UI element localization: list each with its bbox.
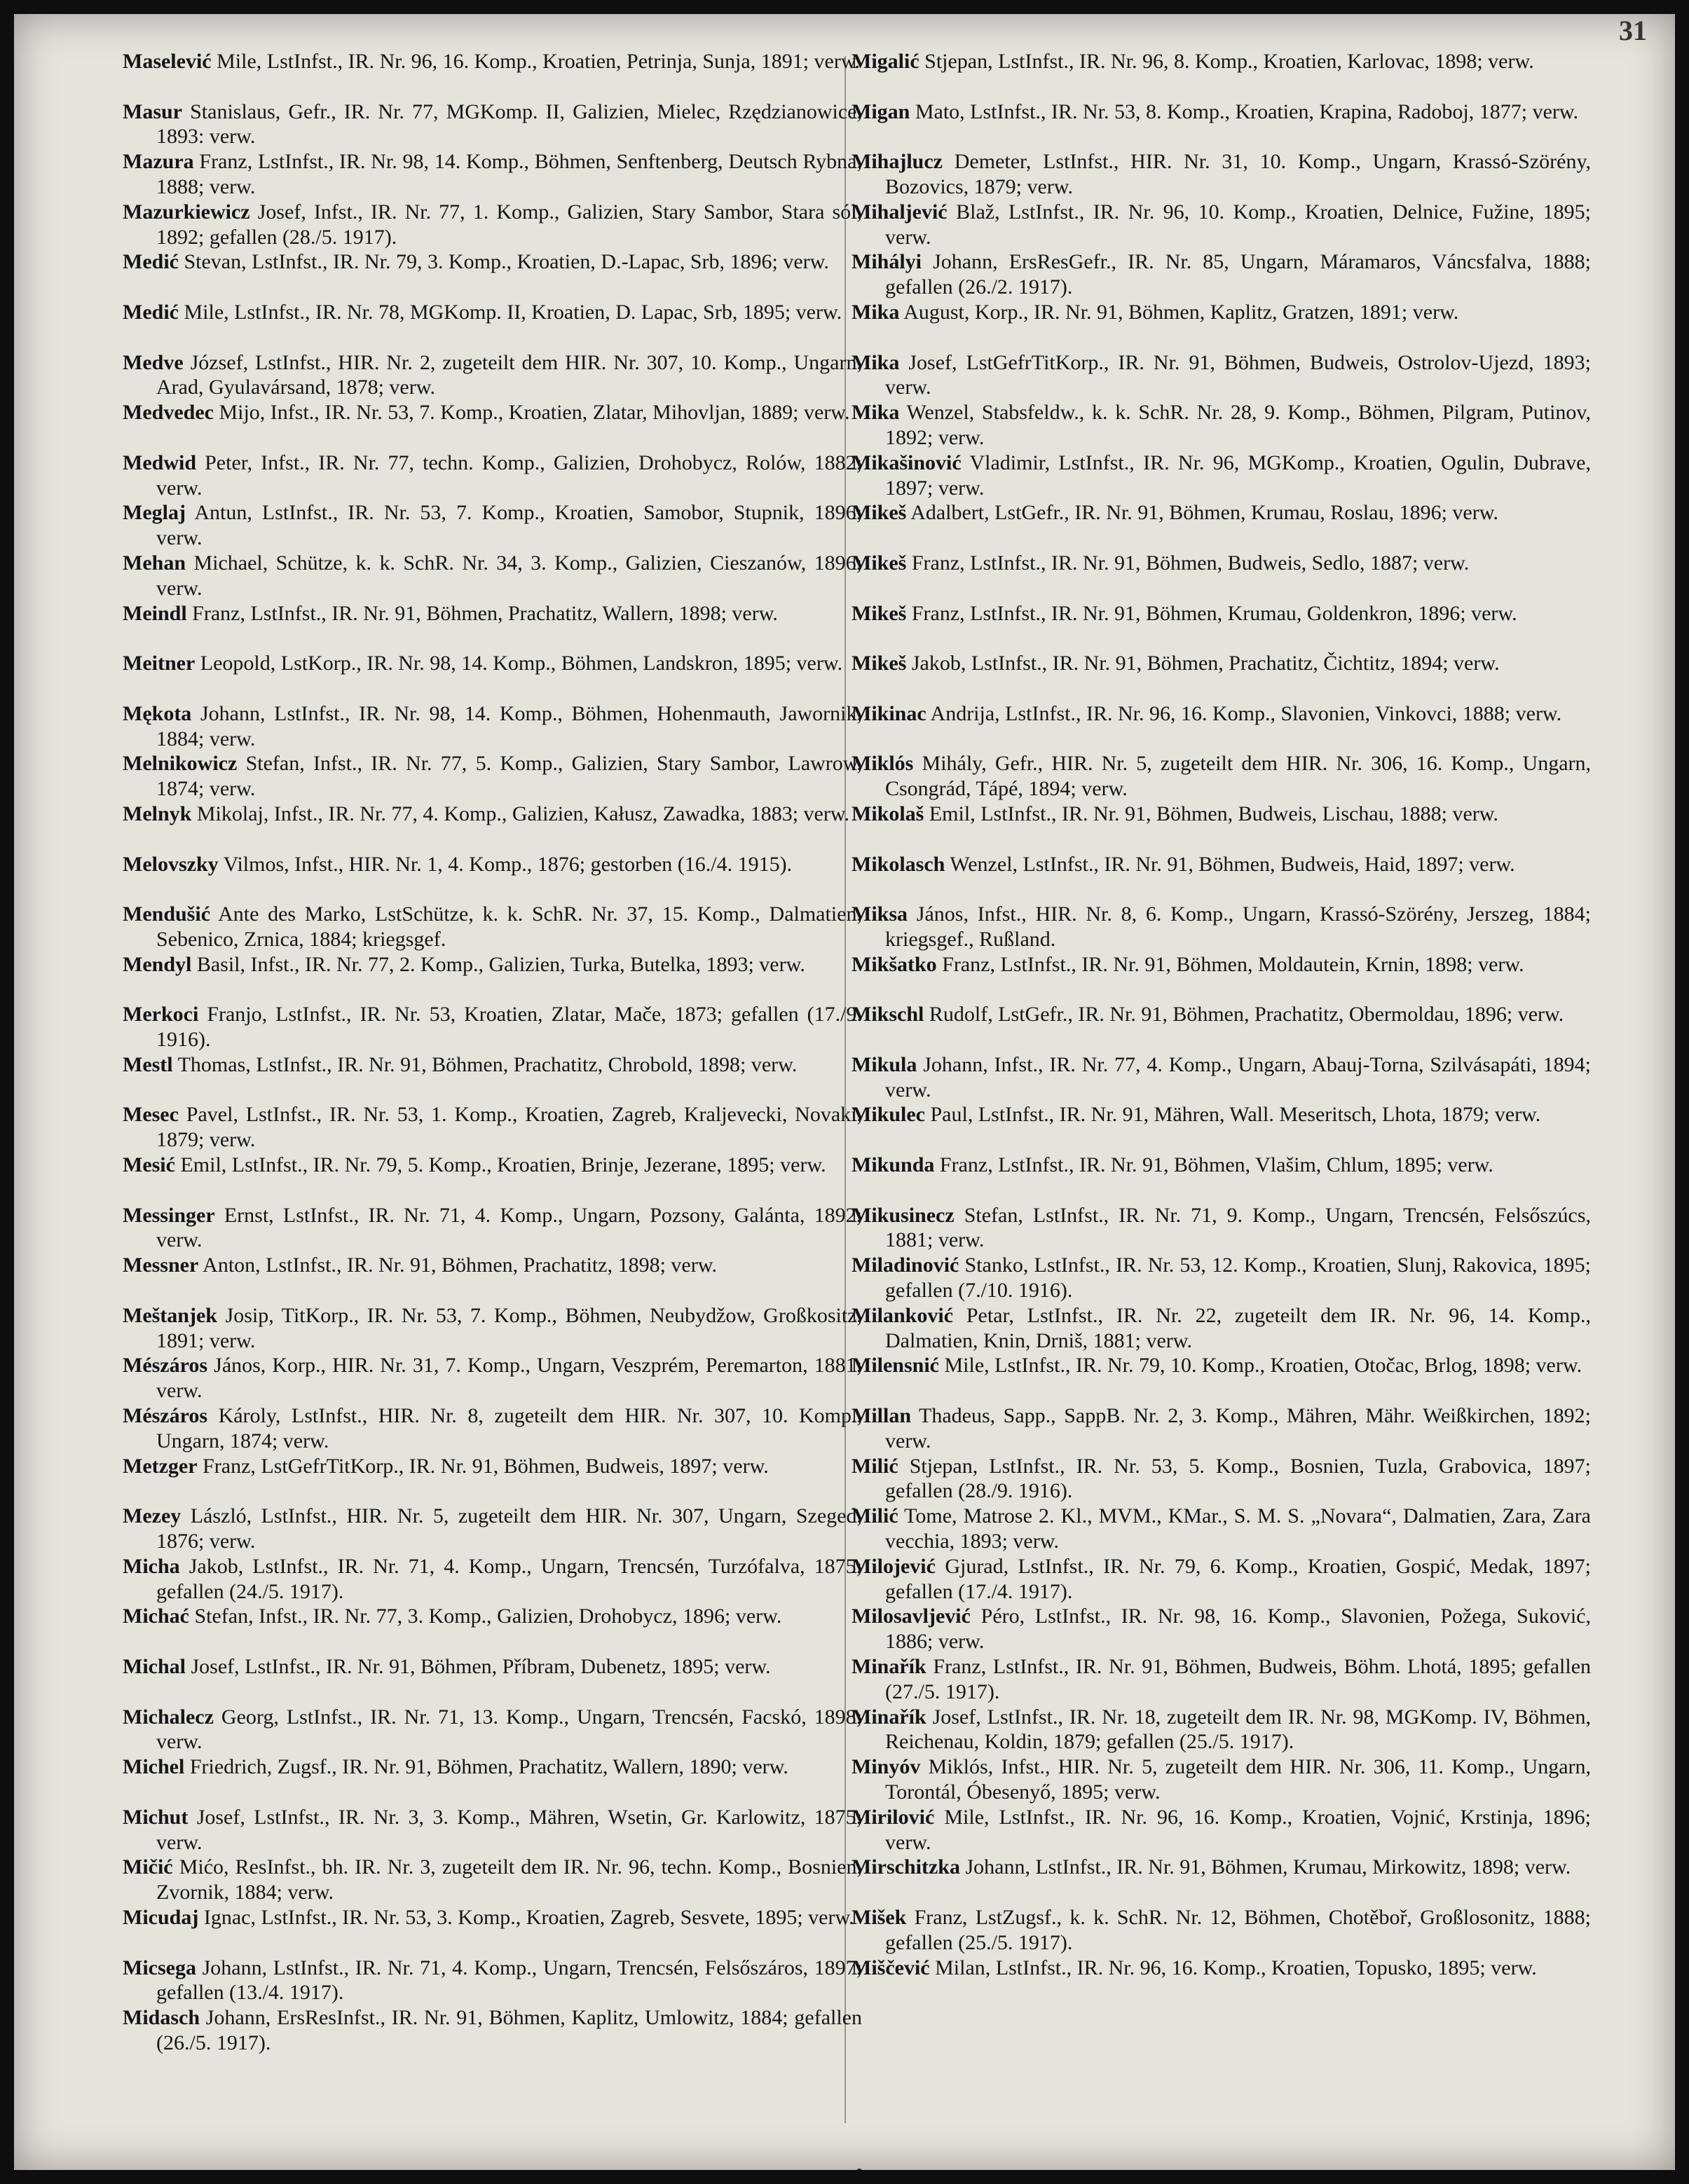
register-entry <box>123 1153 862 1203</box>
entry-details: Josef, LstGefrTitKorp., IR. Nr. 91, Böhmen, Budweis, Ostrolov-Ujezd, 1893; verw. <box>885 350 1591 399</box>
entry-surname: Mirilović <box>852 1805 935 1829</box>
register-entry <box>852 751 1591 802</box>
entry-details: Johann, LstInfst., IR. Nr. 98, 14. Komp., Böhmen, Hohenmauth, Jawornik, 1884; verw. <box>156 701 862 750</box>
register-entry <box>852 1504 1591 1554</box>
entry-details: Georg, LstInfst., IR. Nr. 71, 13. Komp., Ungarn, Trencsén, Facskó, 1898; verw. <box>156 1705 862 1754</box>
register-entry <box>852 350 1591 401</box>
register-entry <box>123 1905 862 1956</box>
entry-details: Ignac, LstInfst., IR. Nr. 53, 3. Komp., Kroatien, Zagreb, Sesvete, 1895; verw. <box>203 1905 854 1929</box>
entry-surname: Medwid <box>123 451 196 474</box>
entry-surname: Miklós <box>852 752 914 776</box>
entry-surname: Mazura <box>123 150 194 174</box>
entry-surname: Miščević <box>852 1956 930 1979</box>
register-entry <box>123 99 862 150</box>
entry-details: Miklós, Infst., HIR. Nr. 5, zugeteilt dem HIR. Nr. 306, 11. Komp., Ungarn, Torontál, Óbesenyő, 1895; verw. <box>885 1755 1591 1804</box>
register-entry <box>852 1353 1591 1403</box>
entry-surname: Mezey <box>123 1504 182 1528</box>
register-entry <box>852 1805 1591 1855</box>
entry-details: Jakob, LstInfst., IR. Nr. 91, Böhmen, Prachatitz, Čichtitz, 1894; verw. <box>911 652 1500 675</box>
entry-surname: Mičić <box>123 1855 173 1879</box>
register-entry <box>852 601 1591 652</box>
entry-details: Emil, LstInfst., IR. Nr. 91, Böhmen, Budweis, Lischau, 1888; verw. <box>929 802 1498 825</box>
register-entry <box>852 1102 1591 1153</box>
entry-details: Thadeus, Sapp., SappB. Nr. 2, 3. Komp., Mähren, Mähr. Weißkirchen, 1892; verw. <box>885 1404 1591 1452</box>
entry-details: Thomas, LstInfst., IR. Nr. 91, Böhmen, Prachatitz, Chrobold, 1898; verw. <box>177 1052 798 1076</box>
entry-surname: Medić <box>123 300 179 324</box>
entry-surname: Mika <box>852 350 900 374</box>
entry-surname: Mikeš <box>852 652 907 675</box>
entry-surname: Meindl <box>123 601 187 625</box>
register-entry <box>123 1253 862 1303</box>
register-entry <box>123 451 862 501</box>
entry-surname: Minařík <box>852 1705 926 1729</box>
entry-surname: Milojević <box>852 1554 936 1578</box>
page-number: 31 <box>1619 15 1647 46</box>
entry-details: Milan, LstInfst., IR. Nr. 96, 16. Komp., Kroatien, Topusko, 1895; verw. <box>935 1956 1537 1979</box>
entry-surname: Mendušić <box>123 902 211 926</box>
entry-surname: Mikeš <box>852 601 907 625</box>
entry-surname: Mišek <box>852 1905 907 1929</box>
entry-surname: Micsega <box>123 1956 196 1979</box>
register-entry <box>852 500 1591 551</box>
entry-details: Vilmos, Infst., HIR. Nr. 1, 4. Komp., 1876; gestorben (16./4. 1915). <box>223 852 793 876</box>
register-entry <box>123 852 862 902</box>
entry-details: Franz, LstInfst., IR. Nr. 91, Böhmen, Budweis, Sedlo, 1887; verw. <box>911 551 1470 575</box>
register-entry <box>123 1403 862 1454</box>
register-entry <box>852 99 1591 150</box>
register-entry <box>123 1203 862 1254</box>
entry-surname: Mestl <box>123 1052 173 1076</box>
entry-surname: Medvedec <box>123 401 214 425</box>
entry-surname: Milanković <box>852 1303 954 1327</box>
register-entry <box>852 200 1591 250</box>
register-entry <box>123 300 862 350</box>
entry-details: Emil, LstInfst., IR. Nr. 79, 5. Komp., Kroatien, Brinje, Jezerane, 1895; verw. <box>180 1153 826 1177</box>
entry-details: Wenzel, LstInfst., IR. Nr. 91, Böhmen, Budweis, Haid, 1897; verw. <box>950 852 1515 876</box>
entry-details: Franz, LstInfst., IR. Nr. 98, 14. Komp., Böhmen, Senftenberg, Deutsch Rybna, 1888; verw. <box>156 150 862 198</box>
entry-details: Stjepan, LstInfst., IR. Nr. 53, 5. Komp., Bosnien, Tuzla, Grabovica, 1897; gefallen (28./9. 1916). <box>885 1454 1591 1503</box>
entry-details: Andrija, LstInfst., IR. Nr. 96, 16. Komp., Slavonien, Vinkovci, 1888; verw. <box>930 701 1562 725</box>
entry-details: László, LstInfst., HIR. Nr. 5, zugeteilt dem HIR. Nr. 307, Ungarn, Szeged, 1876; verw. <box>156 1504 862 1553</box>
entry-surname: Mazurkiewicz <box>123 200 250 224</box>
entry-surname: Michel <box>123 1755 185 1779</box>
entry-surname: Mika <box>852 401 900 425</box>
entry-details: Franz, LstInfst., IR. Nr. 91, Böhmen, Prachatitz, Wallern, 1898; verw. <box>192 601 778 625</box>
register-entry <box>852 49 1591 99</box>
entry-surname: Mikunda <box>852 1153 935 1177</box>
entry-details: Jakob, LstInfst., IR. Nr. 71, 4. Komp., Ungarn, Trencsén, Turzófalva, 1875; gefallen (24./5. 1917). <box>156 1554 862 1603</box>
entry-details: Stanko, LstInfst., IR. Nr. 53, 12. Komp., Kroatien, Slunj, Rakovica, 1895; gefallen (7./10. 1916). <box>885 1254 1591 1303</box>
entry-details: Mićo, ResInfst., bh. IR. Nr. 3, zugeteilt dem IR. Nr. 96, techn. Komp., Bosnien, Zvornik, 1884; verw. <box>156 1855 862 1904</box>
entry-details: Basil, Infst., IR. Nr. 77, 2. Komp., Galizien, Turka, Butelka, 1893; verw. <box>196 952 805 976</box>
entry-surname: Mikula <box>852 1052 917 1076</box>
entry-surname: Mikeš <box>852 501 907 525</box>
entry-surname: Mękota <box>123 701 192 725</box>
register-entry <box>123 1855 862 1905</box>
entry-details: Franz, LstGefrTitKorp., IR. Nr. 91, Böhmen, Budweis, 1897; verw. <box>203 1454 769 1478</box>
entry-surname: Mehan <box>123 551 186 575</box>
entry-details: Stefan, LstInfst., IR. Nr. 71, 9. Komp., Ungarn, Trencsén, Felsőszúcs, 1881; verw. <box>885 1203 1591 1252</box>
register-entry <box>852 1403 1591 1454</box>
register-entry <box>123 1654 862 1705</box>
entry-surname: Michać <box>123 1605 189 1628</box>
entry-details: Josef, LstInfst., IR. Nr. 91, Böhmen, Příbram, Dubenetz, 1895; verw. <box>191 1655 771 1678</box>
entry-details: Rudolf, LstGefr., IR. Nr. 91, Böhmen, Prachatitz, Obermoldau, 1896; verw. <box>929 1003 1564 1026</box>
entry-details: Mile, LstInfst., IR. Nr. 96, 16. Komp., Kroatien, Petrinja, Sunja, 1891; verw. <box>217 50 861 73</box>
entry-details: Friedrich, Zugsf., IR. Nr. 91, Böhmen, Prachatitz, Wallern, 1890; verw. <box>189 1755 788 1779</box>
entry-details: Mato, LstInfst., IR. Nr. 53, 8. Komp., Kroatien, Krapina, Radoboj, 1877; verw. <box>915 99 1579 123</box>
register-entry <box>123 1554 862 1605</box>
entry-details: Gjurad, LstInfst., IR. Nr. 79, 6. Komp., Kroatien, Gospić, Medak, 1897; gefallen (17./4. 1917). <box>885 1554 1591 1603</box>
register-entry <box>852 149 1591 200</box>
register-entry <box>852 1705 1591 1755</box>
entry-details: Leopold, LstKorp., IR. Nr. 98, 14. Komp., Böhmen, Landskron, 1895; verw. <box>200 652 843 675</box>
entry-surname: Milić <box>852 1454 898 1478</box>
register-entry <box>852 902 1591 952</box>
register-entry <box>852 451 1591 501</box>
entry-surname: Melnyk <box>123 802 192 825</box>
entry-details: Petar, LstInfst., IR. Nr. 22, zugeteilt dem IR. Nr. 96, 14. Komp., Dalmatien, Knin, Drniš, 1881; verw. <box>885 1303 1591 1352</box>
register-entry <box>852 551 1591 601</box>
register-entry <box>852 1052 1591 1103</box>
entry-details: Johann, LstInfst., IR. Nr. 91, Böhmen, Krumau, Mirkowitz, 1898; verw. <box>965 1855 1571 1879</box>
register-entry <box>123 1353 862 1403</box>
entry-details: Josef, LstInfst., IR. Nr. 18, zugeteilt dem IR. Nr. 98, MGKomp. IV, Böhmen, Reichenau, Koldin, 1879; gefallen (25./5. 1917). <box>885 1705 1591 1754</box>
entry-details: Franz, LstInfst., IR. Nr. 91, Böhmen, Vlašim, Chlum, 1895; verw. <box>939 1153 1493 1177</box>
register-entry <box>123 601 862 652</box>
entry-surname: Mikšatko <box>852 952 937 976</box>
register-entry <box>852 1855 1591 1905</box>
right-column <box>852 49 1591 2005</box>
register-entry <box>852 1956 1591 2006</box>
entry-details: Michael, Schütze, k. k. SchR. Nr. 34, 3. Komp., Galizien, Cieszanów, 1896; verw. <box>156 551 862 600</box>
register-entry <box>123 249 862 300</box>
entry-details: Péro, LstInfst., IR. Nr. 98, 16. Komp., Slavonien, Požega, Suković, 1886; verw. <box>885 1605 1591 1654</box>
entry-surname: Millan <box>852 1404 912 1428</box>
register-entry <box>123 1705 862 1755</box>
entry-surname: Mesec <box>123 1103 179 1127</box>
entry-details: Vladimir, LstInfst., IR. Nr. 96, MGKomp., Kroatien, Ogulin, Dubrave, 1897; verw. <box>885 451 1591 500</box>
entry-details: Franjo, LstInfst., IR. Nr. 53, Kroatien, Zlatar, Mače, 1873; gefallen (17./9. 1916). <box>156 1003 862 1052</box>
entry-surname: Mesić <box>123 1153 175 1177</box>
entry-surname: Medve <box>123 350 184 374</box>
register-entry <box>852 852 1591 902</box>
register-entry <box>123 1754 862 1805</box>
entry-surname: Mikusinecz <box>852 1203 955 1227</box>
register-entry <box>852 300 1591 350</box>
entry-details: Wenzel, Stabsfeldw., k. k. SchR. Nr. 28, 9. Komp., Böhmen, Pilgram, Putinov, 1892; verw. <box>885 401 1591 449</box>
entry-surname: Meštanjek <box>123 1303 217 1327</box>
register-entry <box>123 651 862 701</box>
register-entry <box>123 551 862 601</box>
register-entry <box>123 149 862 200</box>
entry-details: Peter, Infst., IR. Nr. 77, techn. Komp., Galizien, Drohobycz, Rolów, 1882; verw. <box>156 451 862 500</box>
register-entry <box>123 802 862 852</box>
entry-surname: Mendyl <box>123 952 192 976</box>
entry-details: Stefan, Infst., IR. Nr. 77, 5. Komp., Galizien, Stary Sambor, Lawrow, 1874; verw. <box>156 752 862 801</box>
register-entry <box>852 701 1591 752</box>
register-entry <box>123 350 862 401</box>
entry-details: Johann, ErsResGefr., IR. Nr. 85, Ungarn, Máramaros, Váncsfalva, 1888; gefallen (26./2. 1917). <box>885 250 1591 299</box>
register-entry <box>123 1102 862 1153</box>
register-entry <box>123 751 862 802</box>
entry-details: Franz, LstZugsf., k. k. SchR. Nr. 12, Böhmen, Chotěboř, Großlosonitz, 1888; gefallen (25./5. 1917). <box>885 1905 1591 1954</box>
register-entry <box>123 2005 862 2056</box>
register-entry <box>852 802 1591 852</box>
entry-details: Mile, LstInfst., IR. Nr. 96, 16. Komp., Kroatien, Vojnić, Krstinja, 1896; verw. <box>885 1805 1591 1854</box>
entry-details: Mile, LstInfst., IR. Nr. 79, 10. Komp., Kroatien, Otočac, Brlog, 1898; verw. <box>944 1354 1582 1378</box>
entry-details: Ernst, LstInfst., IR. Nr. 71, 4. Komp., Ungarn, Pozsony, Galánta, 1892; verw. <box>156 1203 862 1252</box>
register-entry <box>852 1153 1591 1203</box>
register-entry <box>852 1654 1591 1705</box>
register-entry <box>852 1905 1591 1956</box>
entry-surname: Mikulec <box>852 1103 925 1127</box>
register-entry <box>123 500 862 551</box>
entry-surname: Mészáros <box>123 1404 208 1428</box>
entry-surname: Midasch <box>123 2006 200 2030</box>
register-entry <box>123 902 862 952</box>
entry-surname: Melnikowicz <box>123 752 238 776</box>
register-entry <box>852 1002 1591 1052</box>
entry-surname: Masur <box>123 99 182 123</box>
entry-details: Blaž, LstInfst., IR. Nr. 96, 10. Komp., Kroatien, Delnice, Fužine, 1895; verw. <box>885 200 1591 249</box>
register-entry <box>852 1454 1591 1504</box>
entry-details: Stjepan, LstInfst., IR. Nr. 96, 8. Komp., Kroatien, Karlovac, 1898; verw. <box>924 50 1534 73</box>
entry-surname: Michalecz <box>123 1705 214 1729</box>
register-entry <box>852 249 1591 300</box>
entry-details: Ante des Marko, LstSchütze, k. k. SchR. Nr. 37, 15. Komp., Dalmatien, Sebenico, Zrnica, 1884; kriegsgef. <box>156 902 862 951</box>
register-entry <box>852 651 1591 701</box>
entry-surname: Migalić <box>852 50 919 73</box>
register-entry <box>852 1303 1591 1354</box>
entry-details: Mihály, Gefr., HIR. Nr. 5, zugeteilt dem HIR. Nr. 306, 16. Komp., Ungarn, Csongrád, Tápé, 1894; verw. <box>885 752 1591 801</box>
register-entry <box>852 1554 1591 1605</box>
register-entry <box>123 701 862 752</box>
entry-surname: Minyóv <box>852 1755 921 1779</box>
entry-details: Mijo, Infst., IR. Nr. 53, 7. Komp., Kroatien, Zlatar, Mihovljan, 1889; verw. <box>219 401 850 425</box>
entry-details: Demeter, LstInfst., HIR. Nr. 31, 10. Komp., Ungarn, Krassó-Szörény, Bozovics, 1879; verw. <box>885 150 1591 198</box>
entry-surname: Mészáros <box>123 1354 208 1378</box>
register-entry <box>123 1956 862 2006</box>
ink-dot <box>856 2169 862 2170</box>
entry-surname: Michut <box>123 1805 189 1829</box>
entry-surname: Mika <box>852 300 900 324</box>
entry-details: Stanislaus, Gefr., IR. Nr. 77, MGKomp. II, Galizien, Mielec, Rzędzianowice, 1893: verw. <box>156 99 862 149</box>
register-entry <box>123 200 862 250</box>
entry-surname: Messner <box>123 1254 199 1277</box>
entry-surname: Metzger <box>123 1454 198 1478</box>
entry-surname: Messinger <box>123 1203 215 1227</box>
register-entry <box>123 1454 862 1504</box>
register-entry <box>123 1604 862 1654</box>
left-column <box>123 49 862 2056</box>
entry-details: Johann, Infst., IR. Nr. 77, 4. Komp., Ungarn, Abauj-Torna, Szilvásapáti, 1894; verw. <box>885 1052 1591 1101</box>
register-entry <box>852 1253 1591 1303</box>
entry-surname: Mikinac <box>852 701 926 725</box>
register-entry <box>123 1504 862 1554</box>
entry-details: Adalbert, LstGefr., IR. Nr. 91, Böhmen, Krumau, Roslau, 1896; verw. <box>910 501 1498 525</box>
entry-details: Franz, LstInfst., IR. Nr. 91, Böhmen, Krumau, Goldenkron, 1896; verw. <box>911 601 1517 625</box>
entry-surname: Meitner <box>123 652 196 675</box>
register-entry <box>123 49 862 99</box>
entry-surname: Micudaj <box>123 1905 199 1929</box>
entry-details: József, LstInfst., HIR. Nr. 2, zugeteilt dem HIR. Nr. 307, 10. Komp., Ungarn, Arad, Gyulavársand, 1878; verw. <box>156 350 862 399</box>
entry-surname: Medić <box>123 250 179 274</box>
entry-surname: Mikolasch <box>852 852 945 876</box>
entry-surname: Mihályi <box>852 250 922 274</box>
entry-details: Stevan, LstInfst., IR. Nr. 79, 3. Komp., Kroatien, D.-Lapac, Srb, 1896; verw. <box>184 250 829 274</box>
entry-surname: Miladinović <box>852 1254 959 1277</box>
entry-surname: Milić <box>852 1504 898 1528</box>
entry-details: Josip, TitKorp., IR. Nr. 53, 7. Komp., Böhmen, Neubydžow, Großkositz, 1891; verw. <box>156 1303 862 1352</box>
entry-surname: Mihaljević <box>852 200 948 224</box>
entry-details: Pavel, LstInfst., IR. Nr. 53, 1. Komp., Kroatien, Zagreb, Kraljevecki, Novaki, 1879; verw. <box>156 1103 862 1152</box>
register-entry <box>852 1604 1591 1654</box>
entry-surname: Mikeš <box>852 551 907 575</box>
register-entry <box>123 1002 862 1052</box>
entry-details: Johann, ErsResInfst., IR. Nr. 91, Böhmen, Kaplitz, Umlowitz, 1884; gefallen (26./5. 1917). <box>156 2006 862 2054</box>
entry-details: Josef, Infst., IR. Nr. 77, 1. Komp., Galizien, Stary Sambor, Stara sól, 1892; gefallen (28./5. 1917). <box>156 200 862 249</box>
register-entry <box>123 400 862 451</box>
entry-surname: Milosavljević <box>852 1605 971 1628</box>
entry-surname: Mikschl <box>852 1003 924 1026</box>
entry-details: Stefan, Infst., IR. Nr. 77, 3. Komp., Galizien, Drohobycz, 1896; verw. <box>194 1605 782 1628</box>
entry-details: János, Korp., HIR. Nr. 31, 7. Komp., Ungarn, Veszprém, Peremarton, 1881; verw. <box>156 1354 862 1403</box>
entry-details: Josef, LstInfst., IR. Nr. 3, 3. Komp., Mähren, Wsetin, Gr. Karlowitz, 1875; verw. <box>156 1805 862 1854</box>
entry-details: Franz, LstInfst., IR. Nr. 91, Böhmen, Moldautein, Krnin, 1898; verw. <box>942 952 1524 976</box>
entry-details: Paul, LstInfst., IR. Nr. 91, Mähren, Wall. Meseritsch, Lhota, 1879; verw. <box>930 1103 1541 1127</box>
entry-surname: Meglaj <box>123 501 186 525</box>
register-entry <box>123 1303 862 1354</box>
entry-details: Károly, LstInfst., HIR. Nr. 8, zugeteilt dem HIR. Nr. 307, 10. Komp., Ungarn, 1874; verw. <box>156 1404 862 1452</box>
register-entry <box>852 400 1591 451</box>
document-page <box>14 14 1675 2170</box>
register-entry <box>123 1805 862 1855</box>
entry-surname: Melovszky <box>123 852 219 876</box>
entry-details: August, Korp., IR. Nr. 91, Böhmen, Kaplitz, Gratzen, 1891; verw. <box>903 300 1459 324</box>
register-entry <box>852 952 1591 1003</box>
entry-surname: Miksa <box>852 902 908 926</box>
entry-surname: Michal <box>123 1655 186 1678</box>
entry-details: Mile, LstInfst., IR. Nr. 78, MGKomp. II, Kroatien, D. Lapac, Srb, 1895; verw. <box>184 300 842 324</box>
entry-surname: Maselević <box>123 50 212 73</box>
entry-details: Franz, LstInfst., IR. Nr. 91, Böhmen, Budweis, Böhm. Lhotá, 1895; gefallen (27./5. 1917). <box>885 1655 1591 1703</box>
register-entry <box>852 1203 1591 1254</box>
entry-surname: Micha <box>123 1554 180 1578</box>
entry-surname: Migan <box>852 99 910 123</box>
entry-surname: Minařík <box>852 1655 926 1678</box>
entry-surname: Mihajlucz <box>852 150 943 174</box>
register-entry <box>123 952 862 1003</box>
entry-surname: Merkoci <box>123 1003 199 1026</box>
entry-surname: Mirschitzka <box>852 1855 960 1879</box>
register-entry <box>852 1754 1591 1805</box>
register-entry <box>123 1052 862 1103</box>
entry-surname: Mikašinović <box>852 451 962 474</box>
entry-details: Johann, LstInfst., IR. Nr. 71, 4. Komp., Ungarn, Trencsén, Felsőszáros, 1897; gefallen (13./4. 1917). <box>156 1956 862 2005</box>
entry-surname: Milensnić <box>852 1354 939 1378</box>
entry-details: Tome, Matrose 2. Kl., MVM., KMar., S. M. S. „Novara“, Dalmatien, Zara, Zara vecchia, 1893; verw. <box>885 1504 1591 1553</box>
entry-details: Mikolaj, Infst., IR. Nr. 77, 4. Komp., Galizien, Kałusz, Zawadka, 1883; verw. <box>196 802 850 825</box>
entry-details: János, Infst., HIR. Nr. 8, 6. Komp., Ungarn, Krassó-Szörény, Jerszeg, 1884; kriegsgef., Rußland. <box>885 902 1591 951</box>
entry-details: Anton, LstInfst., IR. Nr. 91, Böhmen, Prachatitz, 1898; verw. <box>203 1254 717 1277</box>
entry-details: Antun, LstInfst., IR. Nr. 53, 7. Komp., Kroatien, Samobor, Stupnik, 1896; verw. <box>156 501 862 550</box>
entry-surname: Mikolaš <box>852 802 924 825</box>
